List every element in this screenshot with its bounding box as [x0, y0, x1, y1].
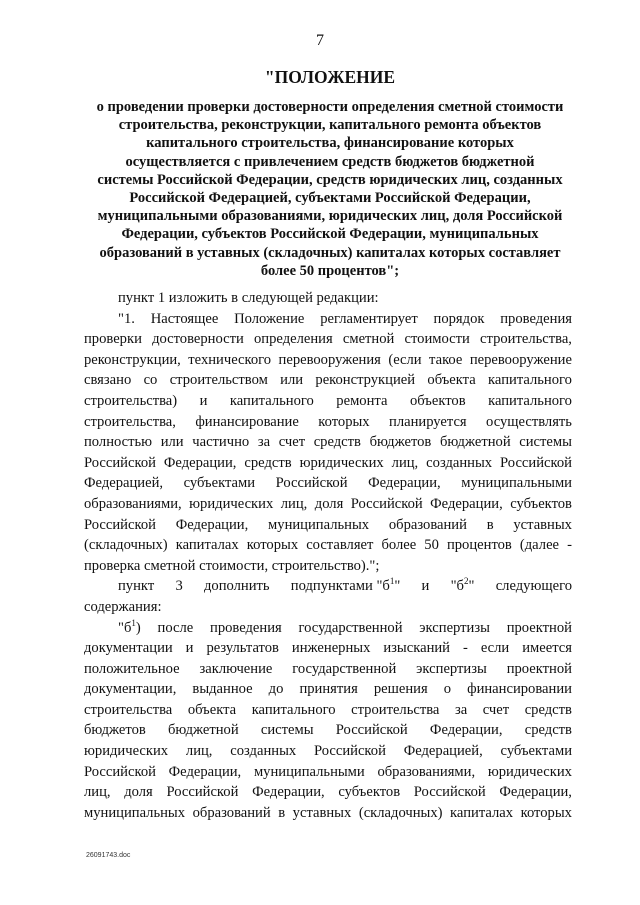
word: дополнить [203, 578, 270, 595]
word: системы [519, 434, 572, 451]
subheading-line: муниципальными образованиями, юридических лиц, доля Российской [97, 208, 563, 225]
text-line [84, 309, 572, 330]
word: образований [388, 516, 467, 533]
subpoint-b1-label [118, 618, 141, 639]
word: реконструкцией [315, 372, 416, 389]
word: капиталах [450, 804, 514, 821]
word: принятия [299, 681, 358, 698]
word: или [280, 372, 304, 389]
word: строительства, [84, 413, 176, 430]
word: объекта [427, 372, 476, 389]
word: доля [314, 495, 344, 512]
word: Российской [166, 784, 239, 801]
word: образованиями, [377, 763, 476, 780]
word: перевооружения [278, 351, 381, 368]
word: проектной [506, 660, 572, 677]
subpoint-superscript: 1 [389, 576, 395, 587]
word: муниципальных [268, 516, 370, 533]
word: объекта [187, 701, 237, 718]
text-line: проверка сметной стоимости, строительство)."; [84, 557, 380, 574]
word: реконструкции, [84, 351, 181, 368]
word: осуществлять [486, 413, 572, 430]
word: пункт [118, 578, 155, 595]
title-block [80, 66, 580, 280]
word: созданных [230, 743, 297, 760]
word: юридических [487, 763, 572, 780]
subheading-line: осуществляется с привлечением средств бюджетов бюджетной [125, 153, 535, 170]
word: Российской [84, 763, 156, 780]
word: бюджетов [369, 434, 432, 451]
word: государственной [292, 660, 397, 677]
word: результатов [206, 640, 279, 657]
text-line [84, 350, 572, 371]
word: технического [188, 351, 272, 368]
word: более [381, 537, 417, 554]
word: капитального [488, 372, 572, 389]
word: связано [84, 372, 132, 389]
subheading-line: Федерации, субъектов Российской Федерации, муниципальных [121, 226, 539, 243]
word: (складочных) [84, 537, 168, 554]
subheading-line: системы Российской Федерации, средств юридических лиц, созданных [97, 171, 563, 188]
word: средств [244, 454, 292, 471]
word: Федерации, [168, 763, 242, 780]
word: (складочных) [358, 804, 443, 821]
subpoint-b1-first-line [84, 618, 572, 639]
word: Российской [313, 743, 386, 760]
word: Федерацией, [84, 475, 164, 492]
word: процентов [446, 537, 512, 554]
punkt1-paragraph [84, 309, 572, 577]
word: - [462, 640, 468, 657]
word: частично [192, 434, 250, 451]
word: строительства) [84, 392, 178, 409]
word: 3 [175, 578, 183, 595]
word: (далее [519, 537, 560, 554]
word: бюджетной [167, 722, 239, 739]
word: средств [524, 701, 572, 718]
word: планируется [389, 413, 467, 430]
subheading-line: о проведении проверки достоверности определения сметной стоимости [96, 99, 564, 115]
word: средств [524, 722, 572, 739]
word: образований [192, 804, 271, 821]
subheading-line: Российской Федерацией, субъектами Российской Федерации, [129, 190, 531, 207]
file-name-footer: 26091743.doc [86, 852, 131, 859]
word: о [443, 681, 452, 698]
word: Федерации, [175, 516, 249, 533]
word: такое [429, 351, 463, 368]
word: следующего [495, 578, 572, 595]
word: или [160, 434, 184, 451]
word [291, 576, 401, 597]
word: созданных [426, 454, 493, 471]
word: которых [246, 537, 299, 554]
subheading-line: строительства, реконструкции, капитального ремонта объектов [118, 117, 542, 134]
word: Российской [84, 516, 156, 533]
word: положительное [84, 660, 180, 677]
word: экспертизы [416, 660, 487, 677]
text-line [84, 782, 572, 803]
word: муниципальными [253, 763, 365, 780]
word: Российской [413, 784, 486, 801]
quote-mark: " [394, 578, 401, 595]
document-body [84, 288, 572, 823]
punkt1-intro: пункт 1 изложить в следующей редакции: [118, 290, 379, 306]
word: Российской [275, 475, 348, 492]
subheading-line: более 50 процентов"; [260, 262, 400, 279]
word: 50 [424, 537, 439, 554]
word: регламентирует [320, 310, 418, 327]
subheading-line: капитального строительства, финансирование которых [146, 135, 514, 152]
document-heading: "ПОЛОЖЕНИЕ [264, 67, 396, 87]
text-line [84, 720, 572, 741]
word: в [278, 804, 286, 821]
quote-mark: " [468, 578, 475, 595]
word: документации [84, 640, 173, 657]
text-line [84, 473, 572, 494]
word: субъектов [510, 495, 572, 512]
word: Федерации, [499, 784, 572, 801]
text-line [84, 494, 572, 515]
word: субъектами [500, 743, 572, 760]
text-line [84, 391, 572, 412]
subheading-line: образований в уставных (складочных) капиталах которых составляет [99, 244, 561, 261]
text-line [84, 370, 572, 391]
word: порядок [433, 310, 485, 327]
word: лиц, [391, 454, 419, 471]
word: проведения [210, 619, 282, 636]
word: со [143, 372, 158, 389]
word: субъектами [183, 475, 256, 492]
word: объектов [409, 392, 466, 409]
word: Федерации, [429, 722, 503, 739]
word: финансировании [467, 681, 572, 698]
word: составляет [306, 537, 374, 554]
subpoint-superscript: 1 [131, 617, 136, 628]
word: "1. [118, 310, 135, 327]
word: инженерных [291, 640, 371, 657]
word: Федерации, [252, 784, 325, 801]
word [451, 576, 475, 597]
word: субъектов [338, 784, 401, 801]
word-text: подпунктами [290, 578, 373, 595]
word: государственной [298, 619, 403, 636]
word: Федерацией, [403, 743, 483, 760]
word: в [486, 516, 494, 533]
word: изысканий [383, 640, 450, 657]
word: лиц, [185, 743, 213, 760]
word: строительства [84, 701, 173, 718]
word: Российской [350, 495, 423, 512]
word: достоверности [152, 331, 244, 348]
word: строительства [351, 701, 440, 718]
word: проектной [506, 619, 572, 636]
word: юридических [189, 495, 274, 512]
word: уставных [513, 516, 572, 533]
word: определения [254, 331, 333, 348]
word: (если [388, 351, 422, 368]
word: экспертизы [419, 619, 490, 636]
word: доля [124, 784, 153, 801]
word: лиц, [84, 784, 111, 801]
text-line [84, 412, 572, 433]
word: проведения [500, 310, 572, 327]
word: стоимости [404, 331, 470, 348]
word: выданное [192, 681, 253, 698]
word: заключение [199, 660, 273, 677]
word: строительством [169, 372, 268, 389]
subpoint-label: "б [118, 619, 132, 636]
word: если [480, 640, 510, 657]
word: за [454, 701, 468, 718]
text-line [84, 515, 572, 536]
word: капитального [488, 392, 572, 409]
word: и [199, 392, 208, 409]
word: счет [278, 434, 306, 451]
document-subheading [80, 98, 580, 280]
text-line [84, 432, 572, 453]
text-line [84, 679, 572, 700]
subpoint-b1-paragraph [84, 638, 572, 823]
word: бюджетов [84, 722, 146, 739]
word: Федерации, [163, 454, 237, 471]
word: капитального [229, 392, 314, 409]
word: капитального [251, 701, 336, 718]
text-line [84, 803, 572, 824]
word: проверки [84, 331, 142, 348]
word: капиталах [175, 537, 239, 554]
word: решения [373, 681, 428, 698]
word: за [257, 434, 271, 451]
word: документации, [84, 681, 177, 698]
word: сметной [342, 331, 395, 348]
word: образованиями, [84, 495, 182, 512]
subpoint-label: "б [450, 578, 464, 595]
word: полностью [84, 434, 153, 451]
subpoint-superscript: 2 [463, 576, 469, 587]
word: - [567, 537, 572, 554]
word: до [268, 681, 284, 698]
text-line [84, 329, 572, 350]
text-line [84, 659, 572, 680]
word: Настоящее [150, 310, 219, 327]
word: ремонта [336, 392, 388, 409]
word: Российской [335, 722, 408, 739]
word: после [157, 619, 194, 636]
word: которых [318, 413, 370, 430]
text-line [84, 762, 572, 783]
text-line [84, 453, 572, 474]
word: перевооружение [469, 351, 572, 368]
word: Положение [234, 310, 305, 327]
text-line [84, 535, 572, 556]
text-line [84, 700, 572, 721]
word: имеется [522, 640, 572, 657]
word: строительства, [480, 331, 572, 348]
word: бюджетной [439, 434, 511, 451]
word: которых [520, 804, 572, 821]
word: уставных [292, 804, 352, 821]
subpoint-label: "б [376, 578, 390, 595]
word: счет [482, 701, 510, 718]
word: Российской [500, 454, 572, 471]
word: и [421, 578, 430, 595]
word: системы [260, 722, 314, 739]
word: Российской [84, 454, 156, 471]
word: юридических [299, 454, 384, 471]
text-line [84, 638, 572, 659]
word: муниципальными [461, 475, 572, 492]
punkt3-line [84, 576, 572, 597]
page-number: 7 [316, 32, 324, 49]
word: муниципальных [84, 804, 186, 821]
text-line [84, 741, 572, 762]
word: юридических [84, 743, 169, 760]
paren-mark: ) [135, 619, 141, 636]
word: средств [313, 434, 361, 451]
punkt3-line-2: содержания: [84, 598, 162, 615]
word: Федерации, [430, 495, 503, 512]
word: Федерации, [368, 475, 441, 492]
word: и [185, 640, 194, 657]
word: финансирование [195, 413, 299, 430]
word: лиц, [280, 495, 308, 512]
